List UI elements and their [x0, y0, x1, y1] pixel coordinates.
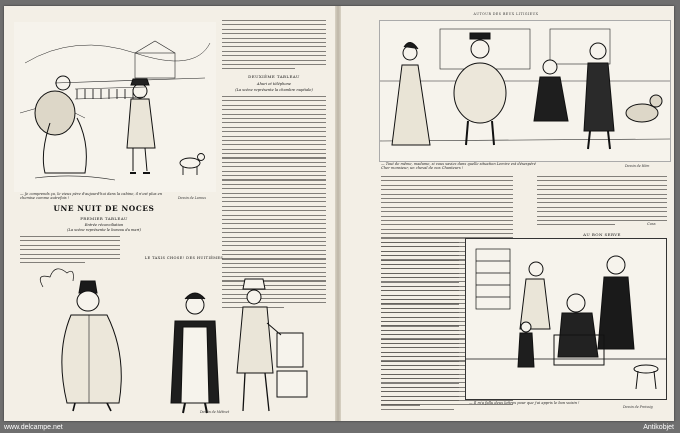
illustration-interior-family: [465, 238, 667, 400]
heading-first-tableau-scene: (La scène représente le bureau du mari): [67, 228, 141, 232]
running-head: AUTOUR DES BEUX LITIGIEUX: [473, 12, 539, 16]
drawing-interior: [466, 239, 666, 399]
text-column-top: [222, 20, 326, 73]
illustration-shop-scene: [379, 20, 671, 162]
illustration-couple-in-street: [14, 22, 216, 192]
caption-bottom-title: LE TAXIS CHOSE! DES HUITIÈMES: [144, 256, 224, 260]
watermark-right: Antikobjet: [643, 424, 674, 431]
credit-bottom-left: Dessin de Métivet: [200, 410, 230, 414]
credit-top-left: Dessin de Laroux: [178, 196, 207, 200]
caption-top-left: — Je comprends ça, le vieux père d'aujourd'hui dans la cabine, il n'est plus en chemise comme autrefois !: [20, 192, 163, 201]
watermark-left: www.delcampe.net: [4, 424, 63, 431]
drawing-street-scene: [15, 23, 215, 191]
heading-first-tableau: PREMIER TABLEAU: [80, 216, 128, 221]
drawing-shop-scene: [380, 21, 670, 161]
heading-second-tableau-sub: Ahuri et téléphone: [256, 82, 291, 86]
text-block-bottom-left: [381, 242, 459, 409]
right-page: [341, 6, 674, 421]
credit-top-right: Dessin de Hém: [625, 164, 650, 168]
text-block-right-right: [537, 176, 667, 229]
caption-bottom-right: — Il m'a fallu deux lettres pour que j'ai appris le bon voisin !: [469, 401, 580, 405]
heading-second-tableau: DEUXIÈME TABLEAU: [248, 74, 300, 79]
credit-bottom-right: Dessin de Preissig: [623, 405, 653, 409]
magazine-spread: [4, 6, 674, 421]
heading-first-tableau-sub: Entrée réconciliation: [84, 223, 124, 227]
caption-top-right: — Tout de même, madame, si vous saviez dans quelle situation Lemire est désespéré Cher monsieur, un cheval de nos Chanteurs !: [381, 162, 536, 171]
left-page: [4, 6, 335, 421]
illustration-hotel-porters: [14, 262, 330, 416]
signature-coss: Coss: [647, 222, 656, 226]
second-title: AU BON SERVE: [583, 232, 621, 237]
drawing-porters: [15, 263, 329, 415]
story-title: UNE NUIT DE NOCES: [53, 204, 155, 213]
heading-second-tableau-scene: (La scène représente la chambre nuptiale): [235, 88, 313, 92]
